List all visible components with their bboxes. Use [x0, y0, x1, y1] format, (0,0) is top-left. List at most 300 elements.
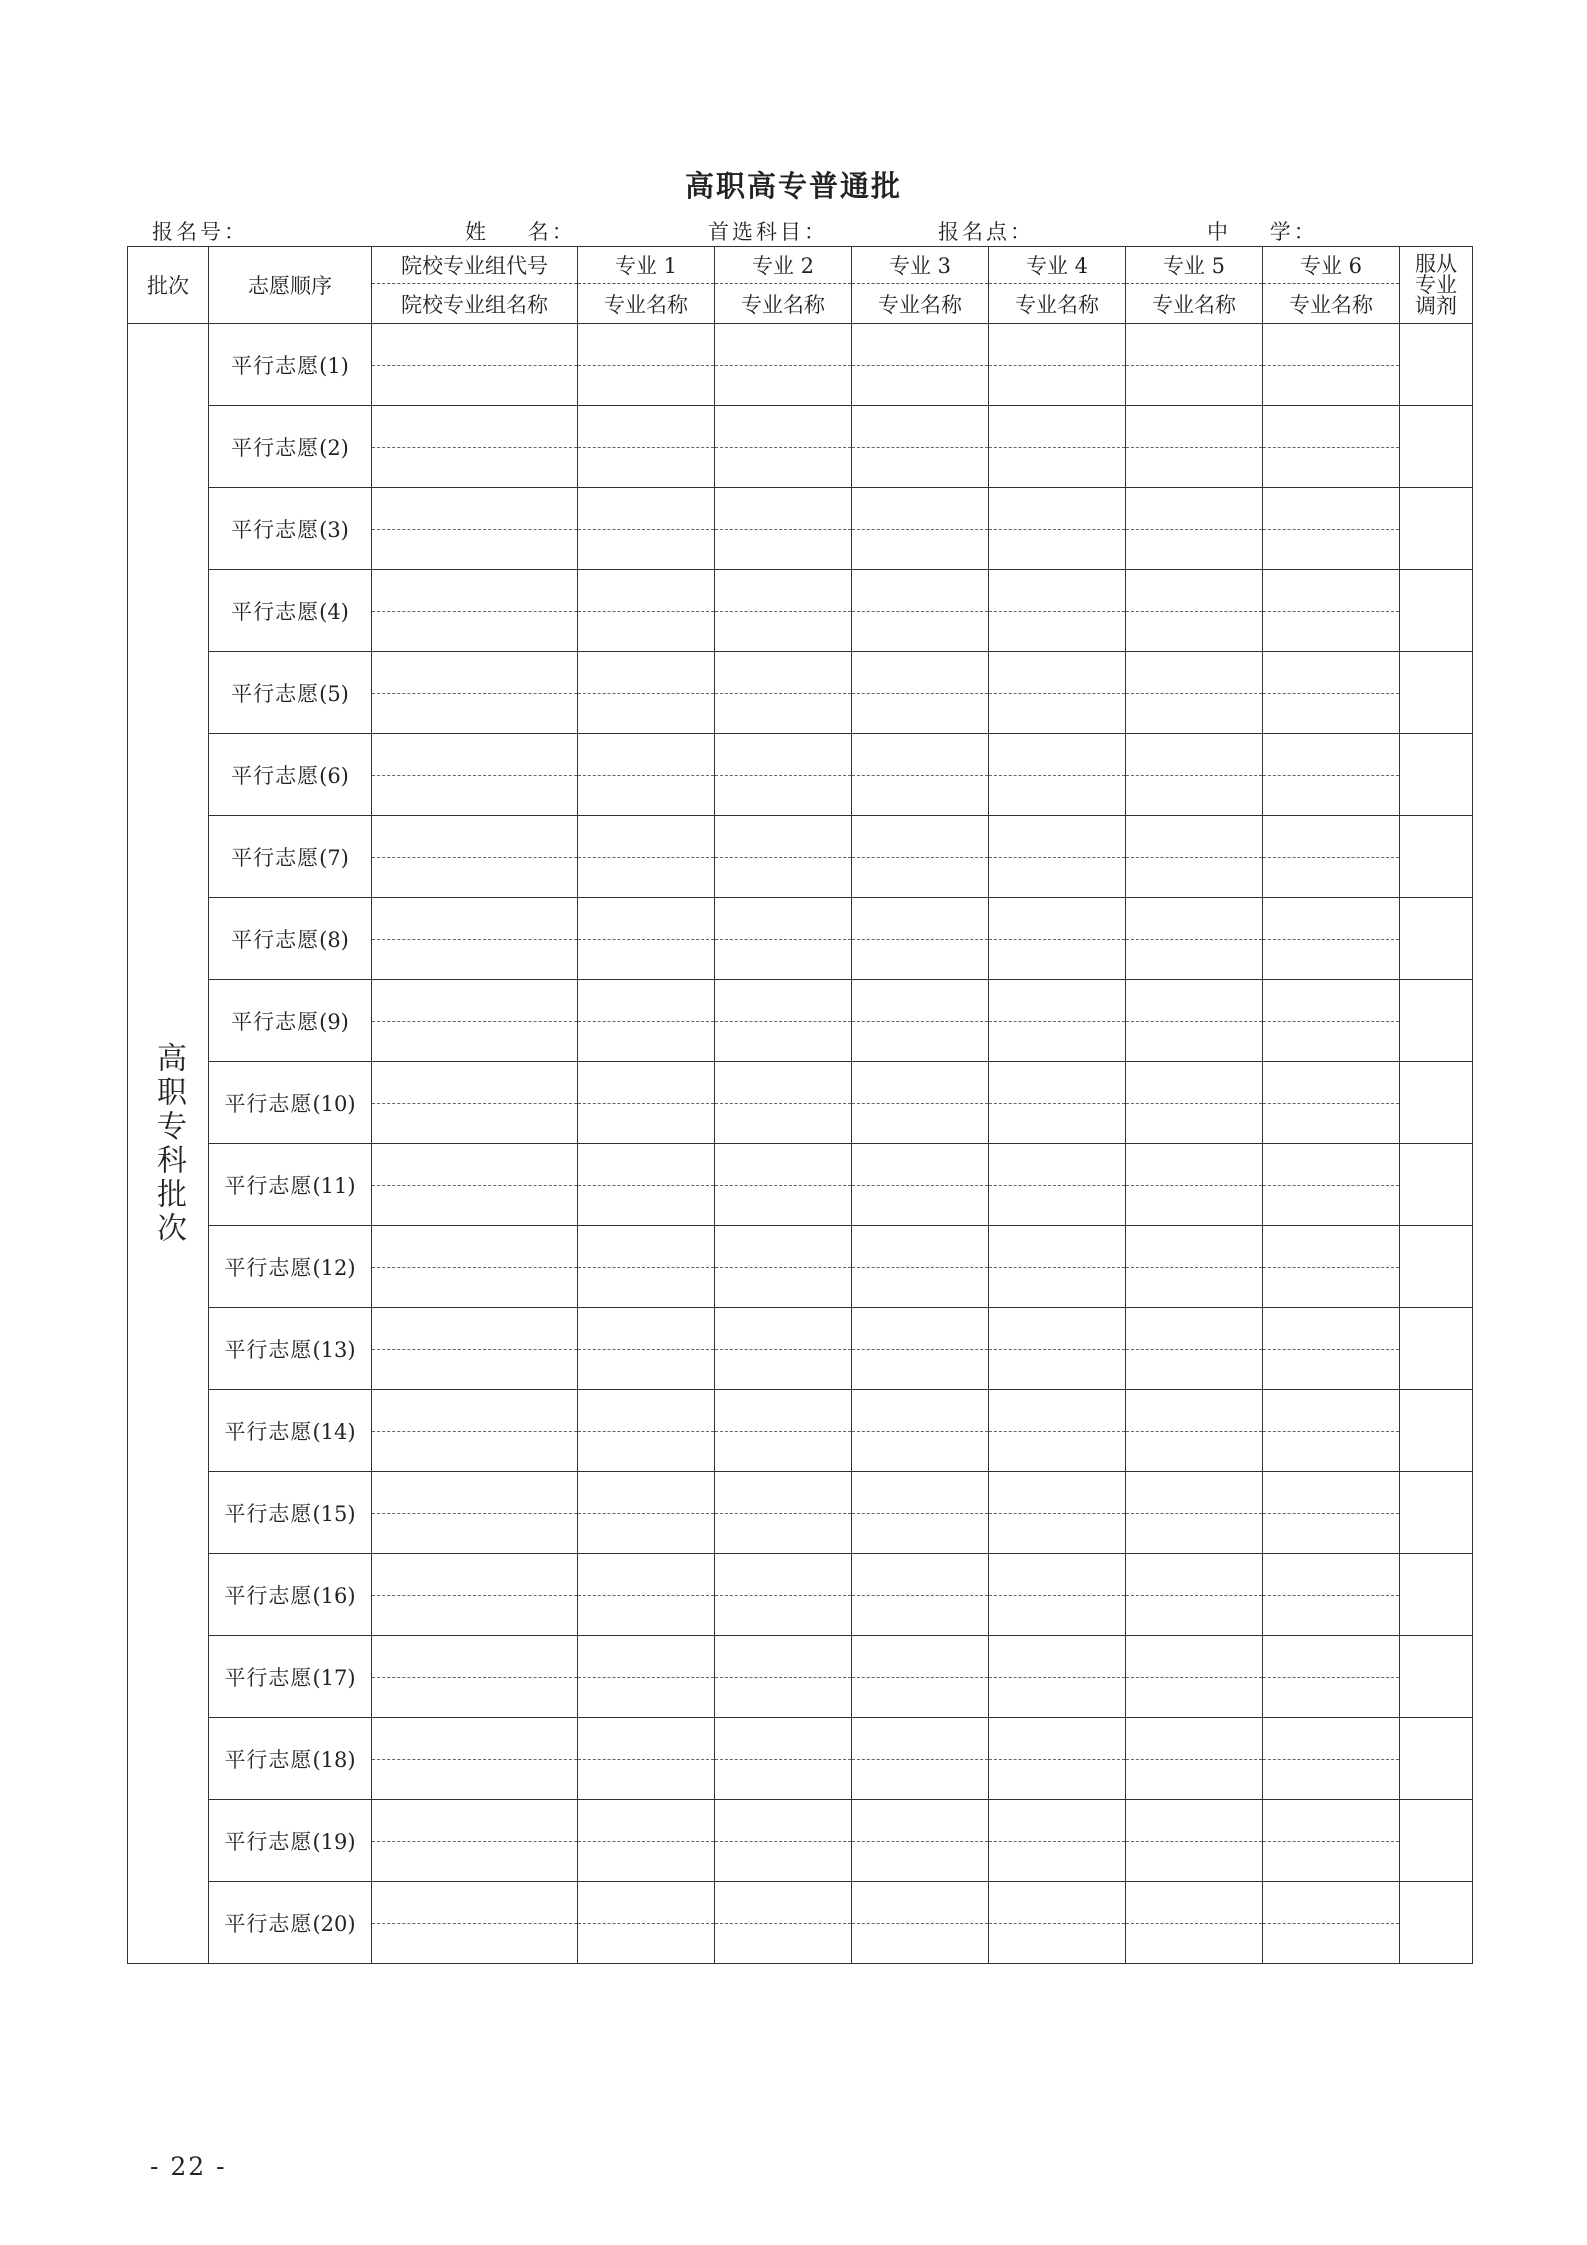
row-label-cell [209, 898, 372, 980]
major-entry-cell[interactable] [852, 1800, 989, 1882]
row-label-cell [209, 1144, 372, 1226]
table-row [128, 1308, 1473, 1390]
dashed-divider [372, 1021, 577, 1022]
major-entry-cell[interactable] [852, 324, 989, 406]
group-entry-cell[interactable] [372, 1718, 578, 1800]
dashed-divider [989, 1349, 1125, 1350]
row-label: 平行志愿 [231, 353, 320, 378]
dashed-divider [372, 365, 577, 366]
dashed-divider [1126, 1595, 1262, 1596]
dashed-divider [715, 365, 851, 366]
dashed-divider [578, 1923, 714, 1924]
major-entry-cell[interactable] [578, 570, 715, 652]
major-entry-cell[interactable] [989, 1882, 1126, 1964]
dashed-divider [578, 1103, 714, 1104]
major-entry-cell[interactable] [1263, 1062, 1400, 1144]
school-label: 中 学： [1207, 220, 1318, 244]
dashed-divider [715, 1103, 851, 1104]
dashed-divider [372, 1923, 577, 1924]
major-entry-cell[interactable] [1126, 570, 1263, 652]
major-entry-cell[interactable] [1126, 406, 1263, 488]
dashed-divider [989, 611, 1125, 612]
dashed-divider [372, 1513, 577, 1514]
major-entry-cell[interactable] [852, 1062, 989, 1144]
row-label-cell [209, 570, 372, 652]
dashed-divider [989, 1103, 1125, 1104]
adjust-entry-cell[interactable] [1400, 488, 1473, 570]
major-name-header: 专业名称 [1263, 284, 1400, 324]
row-label-cell [209, 1636, 372, 1718]
dashed-divider [852, 1841, 988, 1842]
adjust-entry-cell[interactable] [1400, 324, 1473, 406]
dashed-divider [1263, 529, 1399, 530]
row-number: (14) [312, 1419, 356, 1444]
major-entry-cell[interactable] [715, 1062, 852, 1144]
major-entry-cell[interactable] [715, 324, 852, 406]
major-entry-cell[interactable] [989, 1472, 1126, 1554]
row-number: (9) [319, 1009, 349, 1034]
adjust-entry-cell[interactable] [1400, 1144, 1473, 1226]
group-entry-cell[interactable] [372, 488, 578, 570]
table-row [128, 1390, 1473, 1472]
dashed-divider [715, 1021, 851, 1022]
major-entry-cell[interactable] [578, 1390, 715, 1472]
adjust-entry-cell[interactable] [1400, 1226, 1473, 1308]
dashed-divider [715, 447, 851, 448]
dashed-divider [1263, 1431, 1399, 1432]
major-entry-cell[interactable] [1126, 734, 1263, 816]
major-name-header: 专业名称 [1126, 284, 1263, 324]
dashed-divider [372, 693, 577, 694]
row-number: (15) [312, 1501, 356, 1526]
major-entry-cell[interactable] [715, 1472, 852, 1554]
row-label: 平行志愿 [224, 1091, 313, 1116]
group-entry-cell[interactable] [372, 324, 578, 406]
adjust-entry-cell[interactable] [1400, 1718, 1473, 1800]
major-entry-cell[interactable] [1263, 1800, 1400, 1882]
row-label: 平行志愿 [231, 599, 320, 624]
major-entry-cell[interactable] [578, 1554, 715, 1636]
major-entry-cell[interactable] [1263, 1882, 1400, 1964]
group-entry-cell[interactable] [372, 1062, 578, 1144]
dashed-divider [989, 1595, 1125, 1596]
major-entry-cell[interactable] [1126, 1062, 1263, 1144]
row-number: (20) [312, 1911, 356, 1936]
dashed-divider [1126, 365, 1262, 366]
major-entry-cell[interactable] [852, 898, 989, 980]
major-name-header: 专业名称 [989, 284, 1126, 324]
group-name-header: 院校专业组名称 [372, 284, 578, 324]
adjust-entry-cell[interactable] [1400, 1472, 1473, 1554]
major-entry-cell[interactable] [1263, 1636, 1400, 1718]
adjust-entry-cell[interactable] [1400, 1636, 1473, 1718]
major-entry-cell[interactable] [1126, 1636, 1263, 1718]
adjust-entry-cell[interactable] [1400, 406, 1473, 488]
dashed-divider [1263, 1677, 1399, 1678]
dashed-divider [989, 365, 1125, 366]
dashed-divider [989, 1923, 1125, 1924]
adjust-entry-cell[interactable] [1400, 1062, 1473, 1144]
table-row [128, 488, 1473, 570]
group-entry-cell[interactable] [372, 1144, 578, 1226]
row-label: 平行志愿 [231, 845, 320, 870]
dashed-divider [1126, 1349, 1262, 1350]
major-entry-cell[interactable] [578, 1800, 715, 1882]
major-entry-cell[interactable] [1263, 734, 1400, 816]
group-entry-cell[interactable] [372, 816, 578, 898]
major-entry-cell[interactable] [989, 570, 1126, 652]
dashed-divider [715, 1349, 851, 1350]
dashed-divider [372, 1349, 577, 1350]
major-entry-cell[interactable] [1126, 1226, 1263, 1308]
adjust-entry-cell[interactable] [1400, 1390, 1473, 1472]
dashed-divider [578, 611, 714, 612]
major-entry-cell[interactable] [1263, 1226, 1400, 1308]
major-entry-cell[interactable] [578, 816, 715, 898]
major-entry-cell[interactable] [852, 816, 989, 898]
major-entry-cell[interactable] [1263, 570, 1400, 652]
row-label: 平行志愿 [231, 681, 320, 706]
major-entry-cell[interactable] [852, 1882, 989, 1964]
major-entry-cell[interactable] [1126, 898, 1263, 980]
dashed-divider [715, 529, 851, 530]
dashed-divider [715, 1185, 851, 1186]
group-entry-cell[interactable] [372, 570, 578, 652]
major-entry-cell[interactable] [715, 1308, 852, 1390]
major-entry-cell[interactable] [578, 1062, 715, 1144]
major-entry-cell[interactable] [989, 1144, 1126, 1226]
major-name-header: 专业名称 [578, 284, 715, 324]
group-entry-cell[interactable] [372, 734, 578, 816]
dashed-divider [852, 611, 988, 612]
dashed-divider [715, 1431, 851, 1432]
adjust-entry-cell[interactable] [1400, 570, 1473, 652]
adjust-entry-cell[interactable] [1400, 1800, 1473, 1882]
name-label: 姓 名： [465, 220, 576, 244]
major-entry-cell[interactable] [715, 1882, 852, 1964]
row-label-cell [209, 734, 372, 816]
dashed-divider [1126, 611, 1262, 612]
dashed-divider [852, 1021, 988, 1022]
row-label: 平行志愿 [231, 763, 320, 788]
major-entry-cell[interactable] [852, 406, 989, 488]
major-entry-cell[interactable] [715, 1144, 852, 1226]
major-entry-cell[interactable] [578, 980, 715, 1062]
table-row [128, 1636, 1473, 1718]
dashed-divider [1126, 1431, 1262, 1432]
major-entry-cell[interactable] [852, 1144, 989, 1226]
major-entry-cell[interactable] [989, 1800, 1126, 1882]
major-entry-cell[interactable] [578, 1226, 715, 1308]
row-number: (18) [312, 1747, 356, 1772]
dashed-divider [715, 1595, 851, 1596]
group-entry-cell[interactable] [372, 980, 578, 1062]
row-label-cell [209, 1226, 372, 1308]
row-label: 平行志愿 [231, 1009, 320, 1034]
dashed-divider [578, 529, 714, 530]
major-entry-cell[interactable] [1263, 1308, 1400, 1390]
adjust-entry-cell[interactable] [1400, 1882, 1473, 1964]
major-entry-cell[interactable] [1126, 816, 1263, 898]
major-entry-cell[interactable] [715, 488, 852, 570]
group-entry-cell[interactable] [372, 1554, 578, 1636]
group-entry-cell[interactable] [372, 1390, 578, 1472]
batch-cell [128, 324, 209, 1964]
dashed-divider [852, 1431, 988, 1432]
major-entry-cell[interactable] [1126, 324, 1263, 406]
group-entry-cell[interactable] [372, 1800, 578, 1882]
major-entry-cell[interactable] [715, 1636, 852, 1718]
row-number: (6) [319, 763, 349, 788]
dashed-divider [1126, 693, 1262, 694]
major-entry-cell[interactable] [1126, 1554, 1263, 1636]
major-entry-cell[interactable] [852, 1636, 989, 1718]
major-entry-cell[interactable] [1263, 980, 1400, 1062]
major-entry-cell[interactable] [989, 1718, 1126, 1800]
major-entry-cell[interactable] [578, 898, 715, 980]
dashed-divider [578, 1677, 714, 1678]
dashed-divider [1263, 1103, 1399, 1104]
adjust-entry-cell[interactable] [1400, 734, 1473, 816]
dashed-divider [1126, 1923, 1262, 1924]
dashed-divider [1263, 1595, 1399, 1596]
major-2-header: 专业 2 [715, 247, 852, 284]
major-entry-cell[interactable] [989, 1062, 1126, 1144]
dashed-divider [1263, 1513, 1399, 1514]
row-number: (19) [312, 1829, 356, 1854]
group-entry-cell[interactable] [372, 1882, 578, 1964]
reg-no-label: 报名号： [152, 220, 248, 244]
major-entry-cell[interactable] [989, 1308, 1126, 1390]
dashed-divider [852, 1103, 988, 1104]
major-entry-cell[interactable] [1263, 488, 1400, 570]
major-entry-cell[interactable] [578, 1308, 715, 1390]
row-label: 平行志愿 [231, 517, 320, 542]
dashed-divider [578, 939, 714, 940]
dashed-divider [372, 1185, 577, 1186]
dashed-divider [1126, 447, 1262, 448]
dashed-divider [578, 1595, 714, 1596]
group-entry-cell[interactable] [372, 1226, 578, 1308]
dashed-divider [578, 693, 714, 694]
adjust-entry-cell[interactable] [1400, 1308, 1473, 1390]
dashed-divider [578, 775, 714, 776]
adjust-entry-cell[interactable] [1400, 980, 1473, 1062]
major-entry-cell[interactable] [852, 1718, 989, 1800]
dashed-divider [852, 1759, 988, 1760]
dashed-divider [372, 529, 577, 530]
row-number: (16) [312, 1583, 356, 1608]
dashed-divider [989, 1677, 1125, 1678]
adjust-header-line: 调剂 [1415, 293, 1457, 318]
major-entry-cell[interactable] [989, 406, 1126, 488]
dashed-divider [852, 529, 988, 530]
major-entry-cell[interactable] [852, 1308, 989, 1390]
major-entry-cell[interactable] [1126, 1390, 1263, 1472]
row-label: 平行志愿 [224, 1583, 313, 1608]
row-number: (8) [319, 927, 349, 952]
major-entry-cell[interactable] [715, 980, 852, 1062]
major-entry-cell[interactable] [1263, 324, 1400, 406]
major-entry-cell[interactable] [715, 1226, 852, 1308]
major-entry-cell[interactable] [1126, 1144, 1263, 1226]
adjust-entry-cell[interactable] [1400, 816, 1473, 898]
table-row [128, 652, 1473, 734]
table-row [128, 324, 1473, 406]
dashed-divider [852, 775, 988, 776]
major-entry-cell[interactable] [989, 734, 1126, 816]
major-entry-cell[interactable] [989, 488, 1126, 570]
major-entry-cell[interactable] [852, 570, 989, 652]
major-entry-cell[interactable] [1126, 652, 1263, 734]
major-entry-cell[interactable] [852, 1472, 989, 1554]
major-entry-cell[interactable] [989, 1636, 1126, 1718]
dashed-divider [372, 939, 577, 940]
major-entry-cell[interactable] [852, 980, 989, 1062]
major-entry-cell[interactable] [715, 1718, 852, 1800]
major-entry-cell[interactable] [578, 1472, 715, 1554]
dashed-divider [578, 857, 714, 858]
major-entry-cell[interactable] [852, 734, 989, 816]
major-entry-cell[interactable] [852, 488, 989, 570]
major-entry-cell[interactable] [852, 1226, 989, 1308]
major-entry-cell[interactable] [1126, 488, 1263, 570]
major-entry-cell[interactable] [1126, 1718, 1263, 1800]
row-number: (2) [319, 435, 349, 460]
major-entry-cell[interactable] [715, 570, 852, 652]
major-entry-cell[interactable] [1263, 1472, 1400, 1554]
major-entry-cell[interactable] [989, 816, 1126, 898]
major-entry-cell[interactable] [578, 406, 715, 488]
major-entry-cell[interactable] [989, 324, 1126, 406]
row-label: 平行志愿 [224, 1829, 313, 1854]
major-entry-cell[interactable] [578, 1144, 715, 1226]
dashed-divider [989, 939, 1125, 940]
page-title: 高职高专普通批 [684, 169, 902, 203]
major-entry-cell[interactable] [1126, 1882, 1263, 1964]
major-1-header: 专业 1 [578, 247, 715, 284]
dashed-divider [372, 1267, 577, 1268]
table-row [128, 980, 1473, 1062]
major-entry-cell[interactable] [989, 652, 1126, 734]
major-entry-cell[interactable] [578, 734, 715, 816]
table-row [128, 1472, 1473, 1554]
table-row [128, 1144, 1473, 1226]
dashed-divider [989, 1267, 1125, 1268]
major-entry-cell[interactable] [852, 1554, 989, 1636]
group-entry-cell[interactable] [372, 898, 578, 980]
major-entry-cell[interactable] [1263, 1144, 1400, 1226]
group-entry-cell[interactable] [372, 1636, 578, 1718]
dashed-divider [578, 1267, 714, 1268]
major-entry-cell[interactable] [989, 1390, 1126, 1472]
major-entry-cell[interactable] [1263, 1718, 1400, 1800]
major-entry-cell[interactable] [715, 734, 852, 816]
dashed-divider [372, 1759, 577, 1760]
dashed-divider [715, 857, 851, 858]
dashed-divider [578, 1431, 714, 1432]
group-entry-cell[interactable] [372, 1472, 578, 1554]
major-entry-cell[interactable] [1263, 1554, 1400, 1636]
major-entry-cell[interactable] [578, 1636, 715, 1718]
dashed-divider [372, 857, 577, 858]
major-entry-cell[interactable] [578, 324, 715, 406]
major-entry-cell[interactable] [578, 1718, 715, 1800]
major-entry-cell[interactable] [715, 1390, 852, 1472]
dashed-divider [715, 1267, 851, 1268]
major-entry-cell[interactable] [1263, 652, 1400, 734]
dashed-divider [989, 1431, 1125, 1432]
dashed-divider [1263, 611, 1399, 612]
dashed-divider [1126, 1021, 1262, 1022]
major-entry-cell[interactable] [715, 1554, 852, 1636]
major-entry-cell[interactable] [989, 898, 1126, 980]
adjust-entry-cell[interactable] [1400, 652, 1473, 734]
row-label: 平行志愿 [224, 1255, 313, 1280]
major-entry-cell[interactable] [989, 1226, 1126, 1308]
major-entry-cell[interactable] [578, 1882, 715, 1964]
order-header: 志愿顺序 [209, 247, 372, 324]
major-entry-cell[interactable] [578, 652, 715, 734]
major-entry-cell[interactable] [715, 652, 852, 734]
major-entry-cell[interactable] [1263, 1390, 1400, 1472]
adjust-entry-cell[interactable] [1400, 898, 1473, 980]
major-entry-cell[interactable] [578, 488, 715, 570]
major-entry-cell[interactable] [1263, 816, 1400, 898]
dashed-divider [852, 365, 988, 366]
group-entry-cell[interactable] [372, 406, 578, 488]
major-entry-cell[interactable] [715, 406, 852, 488]
group-entry-cell[interactable] [372, 1308, 578, 1390]
dashed-divider [1263, 1759, 1399, 1760]
dashed-divider [1263, 693, 1399, 694]
major-entry-cell[interactable] [715, 816, 852, 898]
major-entry-cell[interactable] [1126, 1472, 1263, 1554]
dashed-divider [715, 1841, 851, 1842]
major-entry-cell[interactable] [1126, 980, 1263, 1062]
dashed-divider [989, 1759, 1125, 1760]
dashed-divider [989, 447, 1125, 448]
subject-label: 首选科目： [708, 220, 828, 244]
dashed-divider [1263, 775, 1399, 776]
dashed-divider [578, 1185, 714, 1186]
dashed-divider [372, 1431, 577, 1432]
dashed-divider [372, 611, 577, 612]
major-entry-cell[interactable] [1263, 406, 1400, 488]
row-label-cell [209, 1882, 372, 1964]
row-label: 平行志愿 [224, 1911, 313, 1936]
table-row [128, 1800, 1473, 1882]
group-entry-cell[interactable] [372, 652, 578, 734]
table-row [128, 1882, 1473, 1964]
row-label: 平行志愿 [224, 1747, 313, 1772]
dashed-divider [989, 1021, 1125, 1022]
major-entry-cell[interactable] [1263, 898, 1400, 980]
major-entry-cell[interactable] [715, 1800, 852, 1882]
major-entry-cell[interactable] [1126, 1800, 1263, 1882]
dashed-divider [372, 447, 577, 448]
table-row [128, 1554, 1473, 1636]
major-entry-cell[interactable] [1126, 1308, 1263, 1390]
major-entry-cell[interactable] [852, 652, 989, 734]
row-number: (10) [312, 1091, 356, 1116]
major-entry-cell[interactable] [989, 1554, 1126, 1636]
adjust-entry-cell[interactable] [1400, 1554, 1473, 1636]
major-entry-cell[interactable] [989, 980, 1126, 1062]
major-entry-cell[interactable] [852, 1390, 989, 1472]
dashed-divider [1263, 365, 1399, 366]
major-entry-cell[interactable] [715, 898, 852, 980]
